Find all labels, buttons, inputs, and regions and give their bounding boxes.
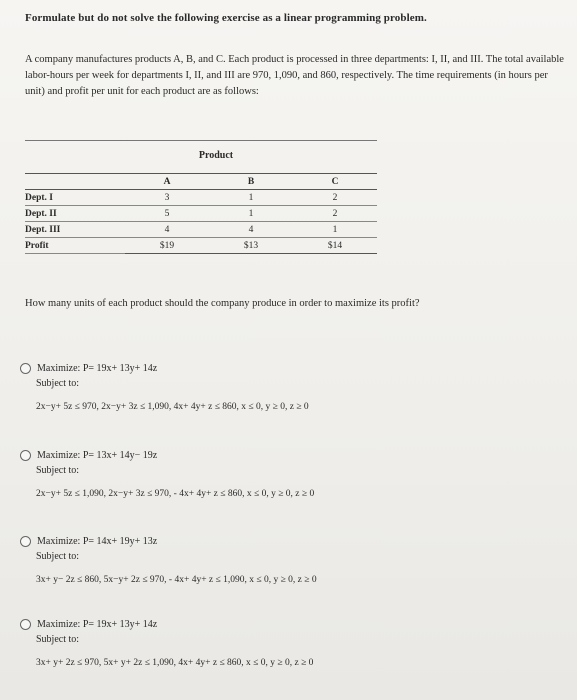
radio-button[interactable] <box>20 363 31 374</box>
table-cell: 2 <box>293 190 377 206</box>
option-subject-to: Subject to: <box>36 465 80 476</box>
table-row <box>25 238 377 254</box>
radio-button[interactable] <box>20 450 31 461</box>
requirements-table <box>25 174 377 254</box>
table-cell: 1 <box>293 222 377 238</box>
row-label: Dept. II <box>25 206 125 222</box>
question-text: How many units of each product should the company produce in order to maximize its profit? <box>25 298 420 309</box>
answer-option-2[interactable] <box>20 447 560 499</box>
table-cell: 3 <box>125 190 209 206</box>
answer-option-3[interactable] <box>20 533 560 585</box>
option-objective: Maximize: P= 13x+ 14y− 19z <box>37 449 158 461</box>
table-header-blank <box>25 174 125 190</box>
option-constraints: 3x+ y+ 2z ≤ 970, 5x+ y+ 2z ≤ 1,090, 4x+ 4y+ z ≤ 860, x ≤ 0, y ≥ 0, z ≥ 0 <box>36 658 314 668</box>
column-header-a: A <box>125 174 209 190</box>
row-label: Dept. III <box>25 222 125 238</box>
column-header-b: B <box>209 174 293 190</box>
table-cell: 5 <box>125 206 209 222</box>
radio-button[interactable] <box>20 619 31 630</box>
option-objective-line[interactable] <box>20 533 560 549</box>
row-label: Dept. I <box>25 190 125 206</box>
option-objective: Maximize: P= 14x+ 19y+ 13z <box>37 535 158 547</box>
option-objective-line[interactable] <box>20 360 560 376</box>
row-label: Profit <box>25 238 125 254</box>
option-subject-to: Subject to: <box>36 378 80 389</box>
option-objective-line[interactable] <box>20 616 560 632</box>
option-objective: Maximize: P= 19x+ 13y+ 14z <box>37 618 158 630</box>
product-group-header: Product <box>198 150 234 161</box>
table-row <box>25 222 377 238</box>
option-objective-line[interactable] <box>20 447 560 463</box>
table-row <box>25 190 377 206</box>
option-constraints: 3x+ y− 2z ≤ 860, 5x−y+ 2z ≤ 970, - 4x+ 4y+ z ≤ 1,090, x ≤ 0, y ≥ 0, z ≥ 0 <box>36 575 317 585</box>
option-subject-to: Subject to: <box>36 634 80 645</box>
table-row <box>25 206 377 222</box>
table-top-rule <box>25 140 377 141</box>
column-header-c: C <box>293 174 377 190</box>
answer-option-1[interactable] <box>20 360 560 412</box>
option-objective: Maximize: P= 19x+ 13y+ 14z <box>37 362 158 374</box>
radio-button[interactable] <box>20 536 31 547</box>
instruction-heading: Formulate but do not solve the following exercise as a linear programming problem. <box>25 12 427 24</box>
table-cell: 1 <box>209 190 293 206</box>
table-cell: 1 <box>209 206 293 222</box>
problem-statement: A company manufactures products A, B, and C. Each product is processed in three departments: I, II, and III. The total available labor-hours per week for departments I, II, and III are 970, 1,090, and 860, respectively. The time requirements (in hours per unit) and profit per unit for each product are as follows: <box>25 54 564 97</box>
answer-option-4[interactable] <box>20 616 560 668</box>
table-cell: 4 <box>209 222 293 238</box>
table-header-row <box>25 174 377 190</box>
option-constraints: 2x−y+ 5z ≤ 1,090, 2x−y+ 3z ≤ 970, - 4x+ 4y+ z ≤ 860, x ≤ 0, y ≥ 0, z ≥ 0 <box>36 489 315 499</box>
table-cell: $13 <box>209 238 293 254</box>
table-cell: $14 <box>293 238 377 254</box>
table-cell: $19 <box>125 238 209 254</box>
option-subject-to: Subject to: <box>36 551 80 562</box>
table-cell: 4 <box>125 222 209 238</box>
table-cell: 2 <box>293 206 377 222</box>
option-constraints: 2x−y+ 5z ≤ 970, 2x−y+ 3z ≤ 1,090, 4x+ 4y+ z ≤ 860, x ≤ 0, y ≥ 0, z ≥ 0 <box>36 402 309 412</box>
